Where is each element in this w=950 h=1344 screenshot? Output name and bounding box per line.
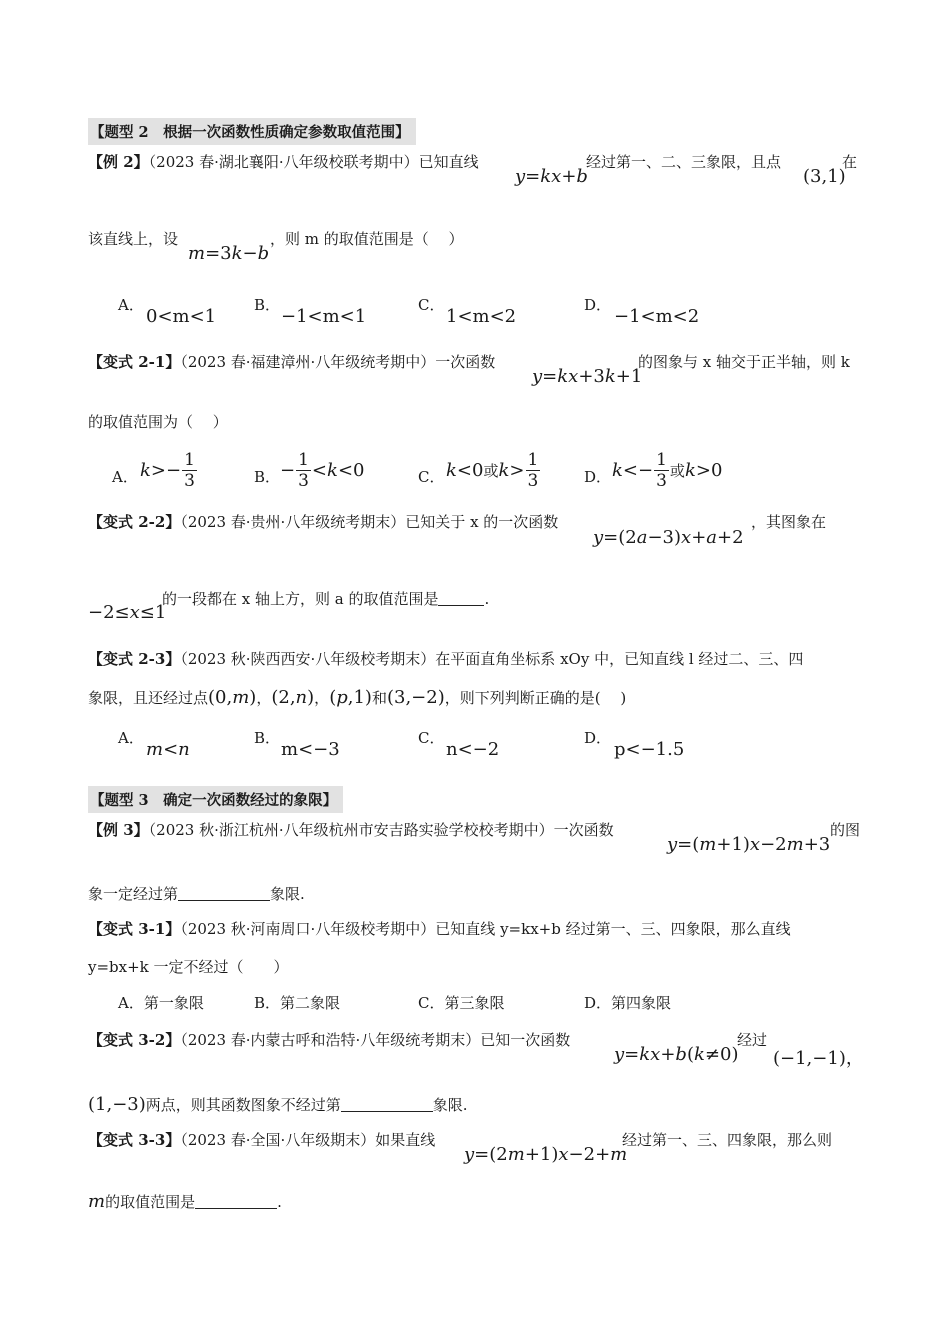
variant-source: （2023 春·贵州·八年级统考期末）已知关于 x 的一次函数: [180, 513, 559, 531]
option-b[interactable]: B．第二象限: [254, 994, 341, 1012]
option-b-value[interactable]: m<−3: [281, 739, 340, 760]
example-2-end: 在: [842, 153, 858, 171]
answer-blank[interactable]: [438, 605, 484, 606]
variant-2-1-line2: 的取值范围为（ ）: [88, 413, 228, 431]
variant-3-2-line1: [88, 1033, 570, 1048]
example-2-line2b: ，则 m 的取值范围是（ ）: [270, 230, 464, 248]
variant-source: （2023 春·福建漳州·八年级统考期中）一次函数: [180, 353, 496, 371]
option-b-value[interactable]: − $\frac{1}{3}$ <k<0: [280, 450, 365, 491]
section-title-type2: 【题型 2 根据一次函数性质确定参数取值范围】: [88, 118, 416, 145]
variant-3-1-line2: y=bx+k 一定不经过（ ）: [88, 958, 289, 976]
option-d[interactable]: D．第四象限: [584, 994, 672, 1012]
equation-line: y=(2a−3)x+a+2: [593, 527, 744, 548]
option-b-value[interactable]: −1<m<1: [281, 306, 367, 327]
option-c-label: C．: [418, 296, 445, 314]
answer-blank[interactable]: [341, 1111, 433, 1112]
answer-blank[interactable]: [195, 1208, 277, 1209]
example-3-line2: 象一定经过第 象限.: [88, 885, 305, 903]
answer-blank[interactable]: [178, 900, 270, 901]
option-a-label: A．: [112, 468, 138, 486]
variant-2-1-end: 的图象与 x 轴交于正半轴，则 k: [638, 353, 850, 371]
option-c-value[interactable]: n<−2: [446, 739, 500, 760]
variant-3-3-line1: [88, 1133, 435, 1148]
option-d-label: D．: [584, 729, 612, 747]
variant-label: 【变式 3-1】: [88, 920, 181, 938]
example-2-mid: 经过第一、二、三象限，且点: [586, 153, 782, 171]
variant-3-2-line2: (1,−3)两点，则其函数图象不经过第 象限.: [88, 1094, 468, 1115]
variant-2-3-line1: [88, 652, 803, 667]
equation-line: y=(2m+1)x−2+m: [464, 1144, 628, 1165]
variant-3-2-mid: 经过: [737, 1031, 768, 1049]
example-label: 【例 3】: [88, 821, 149, 839]
inequality-x-range: −2≤x≤1: [88, 602, 167, 623]
option-c[interactable]: C．第三象限: [418, 994, 505, 1012]
variant-3-3-end: 经过第一、三、四象限，那么则: [622, 1131, 833, 1149]
variant-2-3-line2: 象限，且还经过点(0,m)，(2,n)，(p,1)和(3,−2)，则下列判断正确的是( ): [88, 687, 627, 708]
variant-2-2-line1: [88, 515, 558, 530]
option-b-label: B．: [254, 296, 281, 314]
option-a-label: A．: [118, 296, 144, 314]
variant-2-2-line2: 的一段都在 x 轴上方，则 a 的取值范围是 .: [162, 590, 490, 608]
option-c-label: C．: [418, 468, 445, 486]
option-d-value[interactable]: k<− $\frac{1}{3}$ 或k>0: [612, 450, 723, 491]
option-c-label: C．: [418, 729, 445, 747]
option-d-value[interactable]: −1<m<2: [614, 306, 700, 327]
option-a-value[interactable]: k>− $\frac{1}{3}$: [140, 450, 195, 491]
option-d-label: D．: [584, 468, 612, 486]
example-3-end: 的图: [830, 821, 861, 839]
equation-m: m=3k−b: [188, 243, 270, 264]
equation-line: y=kx+b(k≠0): [614, 1044, 739, 1065]
example-2-line2a: 该直线上，设: [88, 230, 179, 248]
option-d-value[interactable]: p<−1.5: [614, 739, 685, 760]
example-label: 【例 2】: [88, 153, 149, 171]
variant-label: 【变式 2-1】: [88, 353, 181, 371]
option-a[interactable]: A．第一象限: [118, 994, 204, 1012]
variant-label: 【变式 3-2】: [88, 1031, 181, 1049]
variant-label: 【变式 2-3】: [88, 650, 181, 668]
option-b-label: B．: [254, 729, 281, 747]
variant-source: （2023 秋·河南周口·八年级校考期中）已知直线 y=kx+b 经过第一、三、四象限，那么直线: [180, 920, 791, 938]
equation-line: y=kx+b: [515, 166, 588, 187]
option-c-value[interactable]: k<0或k> $\frac{1}{3}$: [446, 450, 539, 491]
variant-label: 【变式 2-2】: [88, 513, 181, 531]
equation-line: y=kx+3k+1: [532, 366, 643, 387]
option-a-label: A．: [118, 729, 144, 747]
example-2-line1: [88, 155, 479, 170]
variant-3-1-line1: [88, 922, 791, 937]
variant-label: 【变式 3-3】: [88, 1131, 181, 1149]
option-a-value[interactable]: 0<m<1: [146, 306, 217, 327]
variant-source: （2023 春·内蒙古呼和浩特·八年级统考期末）已知一次函数: [180, 1031, 571, 1049]
example-3-line1: [88, 823, 614, 838]
variant-2-2-end: ，其图象在: [751, 513, 827, 531]
example-source: （2023 秋·浙江杭州·八年级杭州市安吉路实验学校校考期中）一次函数: [148, 821, 614, 839]
equation-line: y=(m+1)x−2m+3: [667, 834, 831, 855]
option-c-value[interactable]: 1<m<2: [446, 306, 517, 327]
variant-2-1-line1: [88, 355, 495, 370]
variant-3-3-line2: m的取值范围是 .: [88, 1191, 282, 1212]
option-a-value[interactable]: m<n: [146, 739, 190, 760]
section-title-type3: 【题型 3 确定一次函数经过的象限】: [88, 786, 343, 813]
point-coord: (3,1): [803, 166, 846, 187]
variant-source: （2023 秋·陕西西安·八年级校考期末）在平面直角坐标系 xOy 中，已知直线 l 经过二、三、四: [180, 650, 804, 668]
point-coord-1: (−1,−1)，: [773, 1048, 864, 1069]
variant-source: （2023 春·全国·八年级期末）如果直线: [180, 1131, 436, 1149]
option-d-label: D．: [584, 296, 612, 314]
example-source: （2023 春·湖北襄阳·八年级校联考期中）已知直线: [148, 153, 479, 171]
option-b-label: B．: [254, 468, 281, 486]
